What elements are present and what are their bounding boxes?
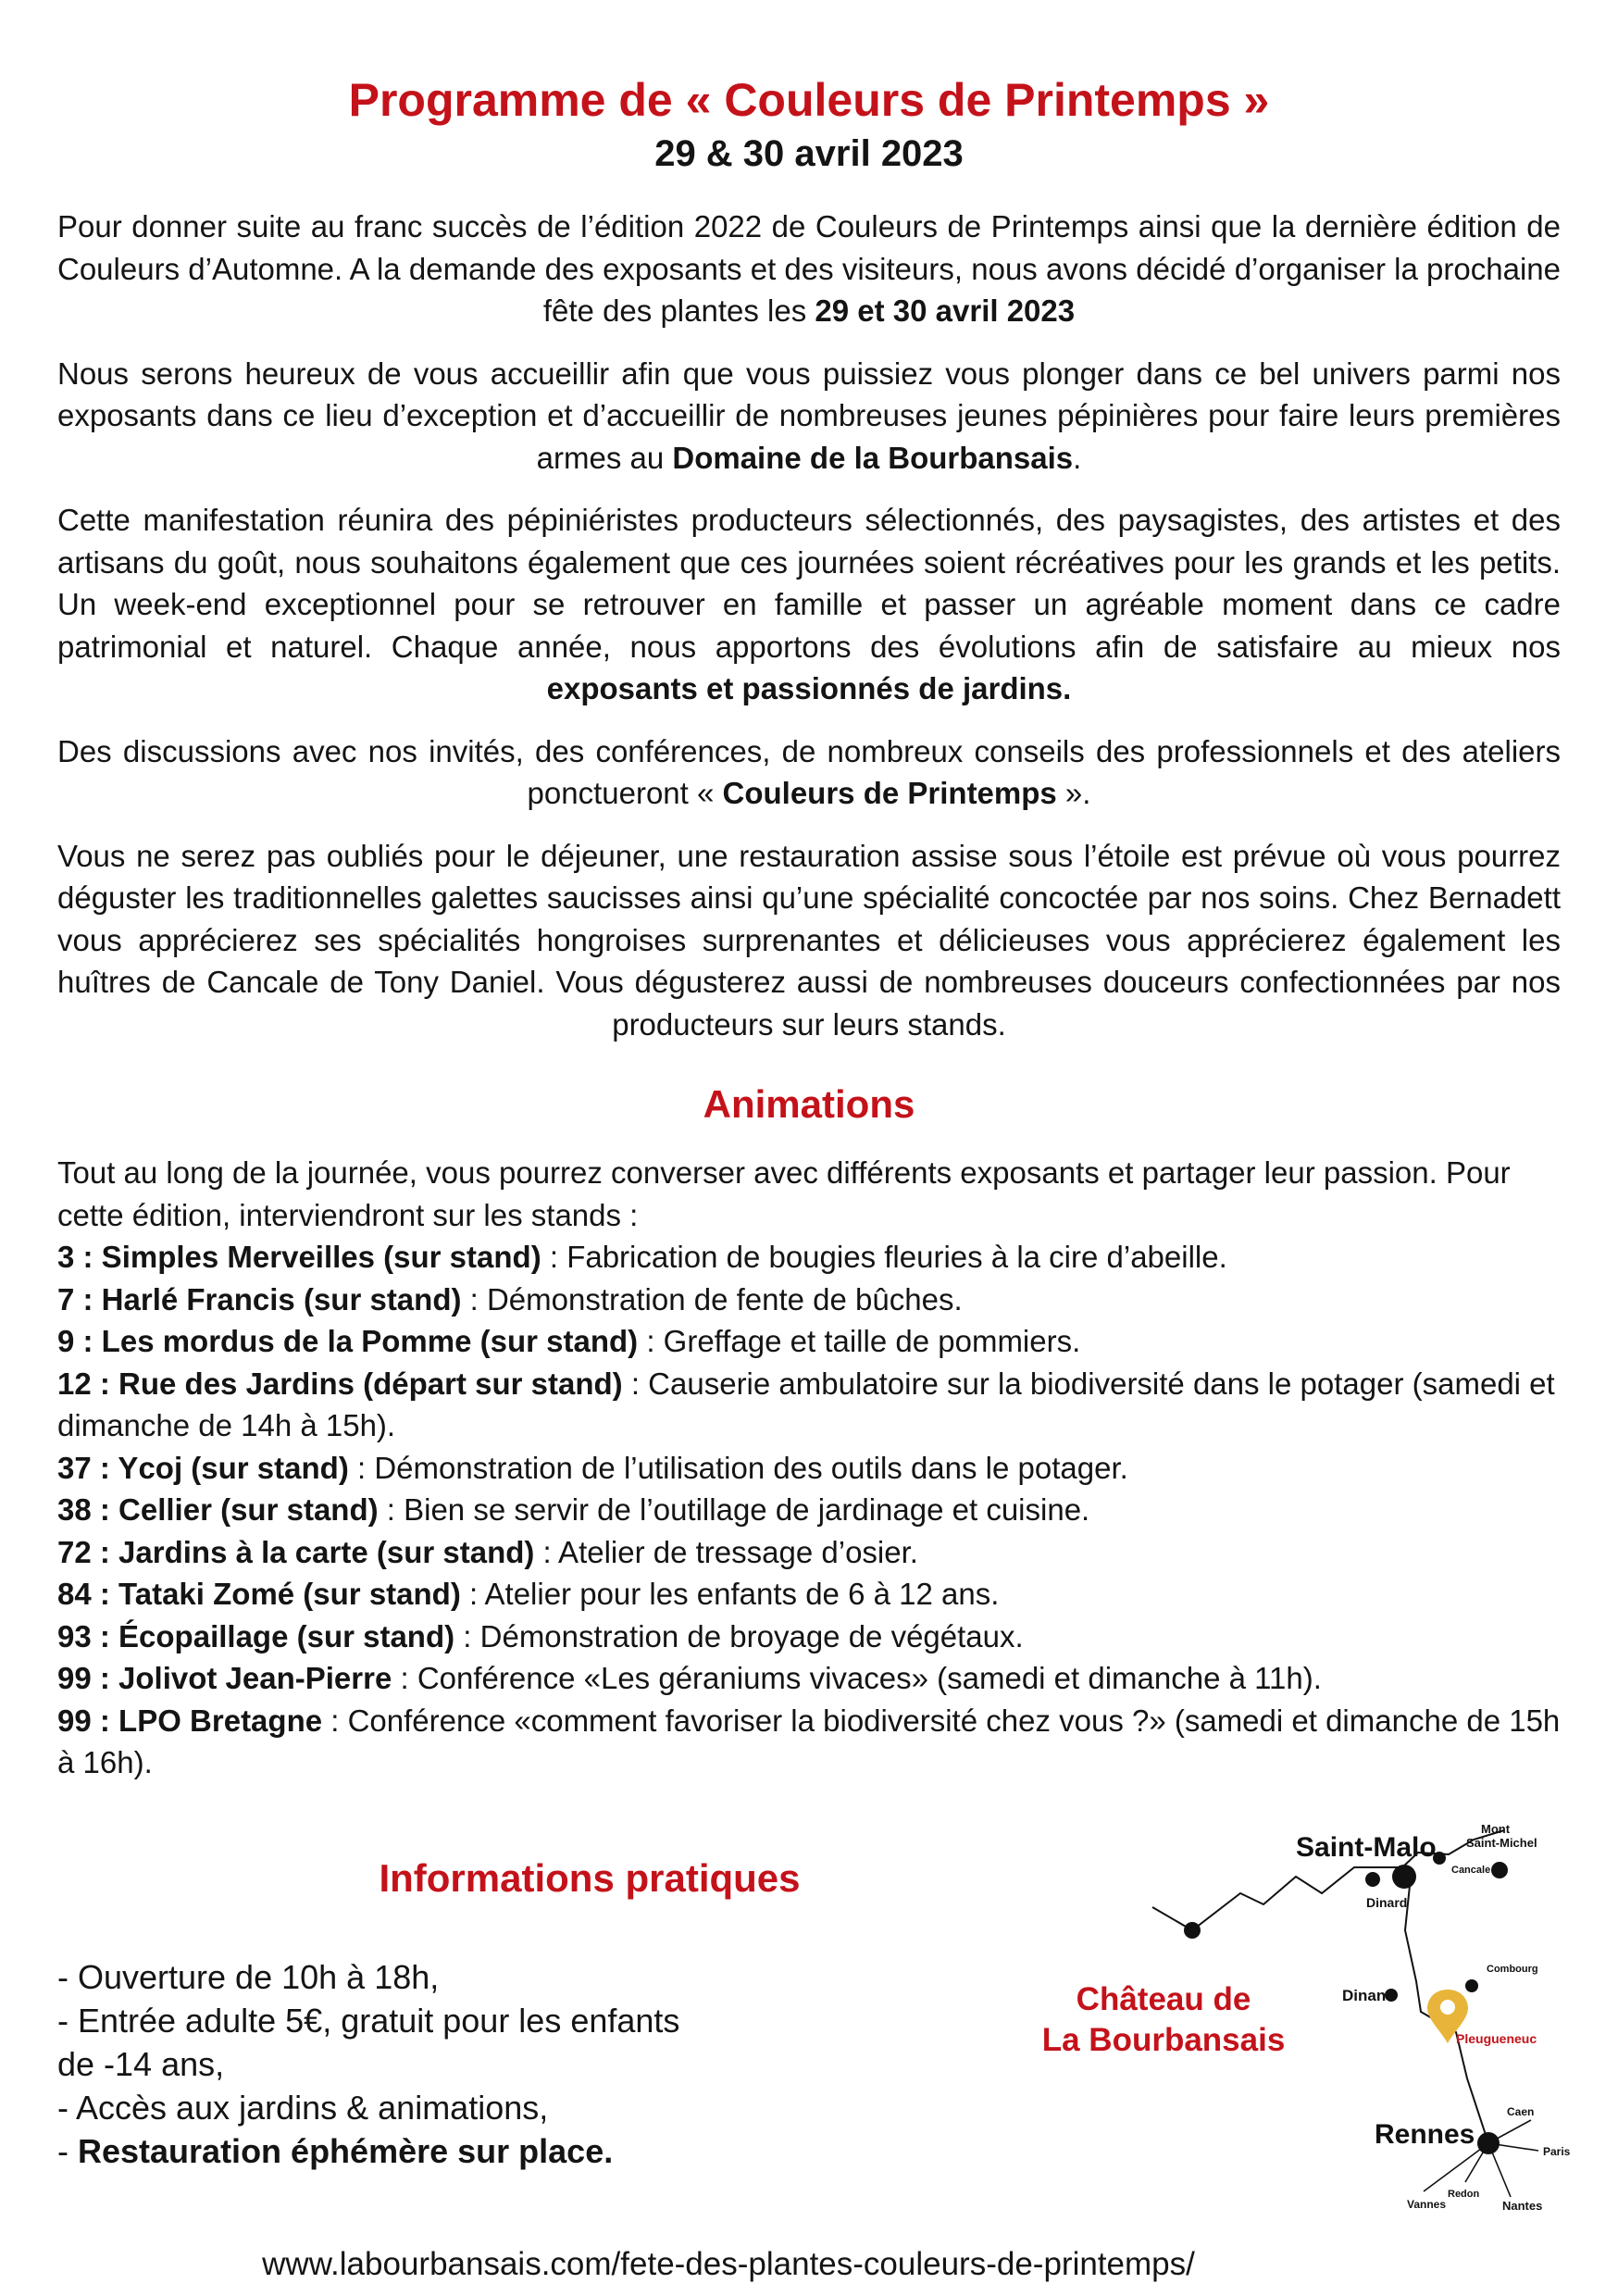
animation-text: : Atelier de tressage d’osier. (534, 1534, 918, 1569)
animation-label: 99 : LPO Bretagne (57, 1703, 323, 1738)
map-label-combourg: Combourg (1487, 1964, 1538, 1975)
city-dot-west (1184, 1922, 1201, 1939)
intro-paragraph-4 (57, 730, 1561, 815)
intro-p3-text: Cette manifestation réunira des pépiniéristes producteurs sélectionnés, des paysagistes, des artistes et des artisans du goût, nous souhaitons également que ces journées soient récréatives pour les grands et les petits. Un week-end exceptionnel pour se retrouver en famille et passer un agréable moment dans ce cadre patrimonial et naturel. Chaque année, nous apportons des évolutions afin de satisfaire au mieux nos (57, 503, 1561, 664)
animation-item (57, 1363, 1561, 1447)
info-access: - Accès aux jardins & animations, (57, 2089, 549, 2127)
intro-p4-end: ». (1056, 776, 1091, 810)
map-label-redon: Redon (1448, 2189, 1480, 2200)
info-food (57, 2129, 724, 2173)
animation-label: 99 : Jolivot Jean-Pierre (57, 1661, 392, 1695)
intro-p1-dates: 29 et 30 avril 2023 (815, 293, 1076, 328)
event-dates: 29 & 30 avril 2023 (654, 133, 964, 174)
map-label-caen: Caen (1507, 2105, 1535, 2118)
intro-p4-bold: Couleurs de Printemps (722, 776, 1057, 810)
animation-label: 72 : Jardins à la carte (sur stand) (57, 1534, 535, 1569)
castle-name-line2: La Bourbansais (1041, 2022, 1286, 2058)
animation-text: : Causerie ambulatoire sur la biodiversité dans le potager (samedi et dimanche de 14h à 15h). (57, 1366, 1555, 1442)
animation-item (57, 1657, 1561, 1700)
info-heading: Informations pratiques (379, 1856, 801, 1900)
castle-name-line1: Château de (1076, 1981, 1251, 2017)
intro-p1-text: Pour donner suite au franc succès de l’édition 2022 de Couleurs de Printemps ainsi que la dernière édition de Couleurs d’Automne. A la demande des exposants et des visiteurs, nous avons décidé d’organiser la prochaine fête des plantes les (57, 209, 1561, 328)
map-label-paris: Paris (1543, 2145, 1571, 2158)
location-map (1041, 1801, 1611, 2227)
animation-item (57, 1447, 1561, 1490)
animation-label: 38 : Cellier (sur stand) (57, 1492, 379, 1527)
animation-item (57, 1279, 1561, 1321)
map-label-vannes: Vannes (1407, 2198, 1447, 2211)
animation-text: : Atelier pour les enfants de 6 à 12 ans. (460, 1577, 1000, 1611)
animation-label: 9 : Les mordus de la Pomme (sur stand) (57, 1324, 639, 1358)
info-food-text: Restauration éphémère sur place. (78, 2132, 614, 2170)
animation-label: 3 : Simples Merveilles (sur stand) (57, 1240, 541, 1274)
map-label-cancale: Cancale (1451, 1865, 1491, 1876)
animations-section (57, 1152, 1561, 1784)
city-dot-dinard-1 (1365, 1872, 1380, 1887)
animation-label: 12 : Rue des Jardins (départ sur stand) (57, 1366, 623, 1401)
animation-text: : Démonstration de l’utilisation des outils dans le potager. (348, 1450, 1128, 1485)
animation-text: : Fabrication de bougies fleuries à la cire d’abeille. (541, 1240, 1227, 1274)
map-label-dinard: Dinard (1366, 1895, 1408, 1910)
animations-heading: Animations (703, 1082, 915, 1126)
info-food-dash: - (57, 2132, 78, 2170)
intro-p2-end: . (1073, 440, 1082, 475)
intro-section (57, 206, 1561, 1066)
animation-text: : Greffage et taille de pommiers. (638, 1324, 1081, 1358)
animation-label: 84 : Tataki Zomé (sur stand) (57, 1577, 461, 1611)
intro-p4-text: Des discussions avec nos invités, des conférences, de nombreux conseils des professionnels et des ateliers ponctueront « (57, 733, 1561, 810)
intro-paragraph-5: Vous ne serez pas oubliés pour le déjeuner, une restauration assise sous l’étoile est prévue où vous pourrez déguster les traditionnelles galettes saucisses ainsi qu’une spécialité concoctée par nos soins. Chez Bernadett vous apprécierez ses spécialités hongroises surprenantes et délicieuses vous apprécierez également les huîtres de Cancale de Tony Daniel. Vous dégusterez aussi de nombreuses douceurs confectionnées par nos producteurs sur leurs stands. (57, 838, 1561, 1042)
animation-item (57, 1573, 1561, 1616)
intro-p3-bold: exposants et passionnés de jardins. (546, 671, 1072, 705)
animation-text: : Démonstration de fente de bûches. (461, 1281, 963, 1316)
city-dot-combourg (1465, 1979, 1478, 1992)
animation-item (57, 1616, 1561, 1658)
map-label-saint-malo: Saint-Malo (1296, 1832, 1437, 1863)
animation-text: : Bien se servir de l’outillage de jardinage et cuisine. (378, 1492, 1090, 1527)
city-dot-dinan (1385, 1989, 1398, 2002)
animation-item (57, 1700, 1561, 1784)
animation-label: 93 : Écopaillage (sur stand) (57, 1618, 455, 1653)
info-list (57, 1955, 724, 2173)
map-label-pleugueneuc: Pleugueneuc (1456, 2031, 1537, 2046)
intro-paragraph-2 (57, 353, 1561, 480)
animation-text: : Démonstration de broyage de végétaux. (454, 1618, 1024, 1653)
map-label-saint-michel: Saint-Michel (1466, 1836, 1537, 1850)
animation-item (57, 1320, 1561, 1363)
info-price: - Entrée adulte 5€, gratuit pour les enfants de -14 ans, (57, 2002, 680, 2083)
animation-label: 37 : Ycoj (sur stand) (57, 1450, 349, 1485)
intro-p2-text: Nous serons heureux de vous accueillir afin que vous puissiez vous plonger dans ce bel univers parmi nos exposants dans ce lieu d’exception et d’accueillir de nombreuses jeunes pépinières pour faire leurs premières armes au (57, 356, 1561, 475)
animation-item (57, 1489, 1561, 1531)
intro-paragraph-3 (57, 499, 1561, 710)
animation-text: : Conférence «comment favoriser la biodiversité chez vous ?» (samedi et dimanche de 15h à 16h). (57, 1703, 1561, 1779)
map-label-nantes: Nantes (1502, 2199, 1543, 2213)
info-hours: - Ouverture de 10h à 18h, (57, 1958, 440, 1996)
animations-intro: Tout au long de la journée, vous pourrez converser avec différents exposants et partager leur passion. Pour cette édition, interviendront sur les stands : (57, 1155, 1511, 1232)
intro-paragraph-1 (57, 206, 1561, 332)
map-label-mont: Mont (1481, 1822, 1511, 1836)
intro-p2-domain: Domaine de la Bourbansais (672, 440, 1074, 475)
animation-item (57, 1531, 1561, 1574)
map-label-rennes: Rennes (1375, 2119, 1475, 2150)
city-dot-mont (1491, 1862, 1508, 1878)
animation-label: 7 : Harlé Francis (sur stand) (57, 1281, 462, 1316)
page-title: Programme de « Couleurs de Printemps » (348, 74, 1270, 126)
city-dot-saint-malo (1392, 1865, 1416, 1889)
map-label-dinan: Dinan (1342, 1987, 1387, 2004)
animation-text: : Conférence «Les géraniums vivaces» (samedi et dimanche à 11h). (392, 1661, 1322, 1695)
animation-item (57, 1236, 1561, 1279)
city-dot-rennes (1477, 2132, 1500, 2154)
website-url[interactable]: www.labourbansais.com/fete-des-plantes-couleurs-de-printemps/ (262, 2246, 1195, 2282)
